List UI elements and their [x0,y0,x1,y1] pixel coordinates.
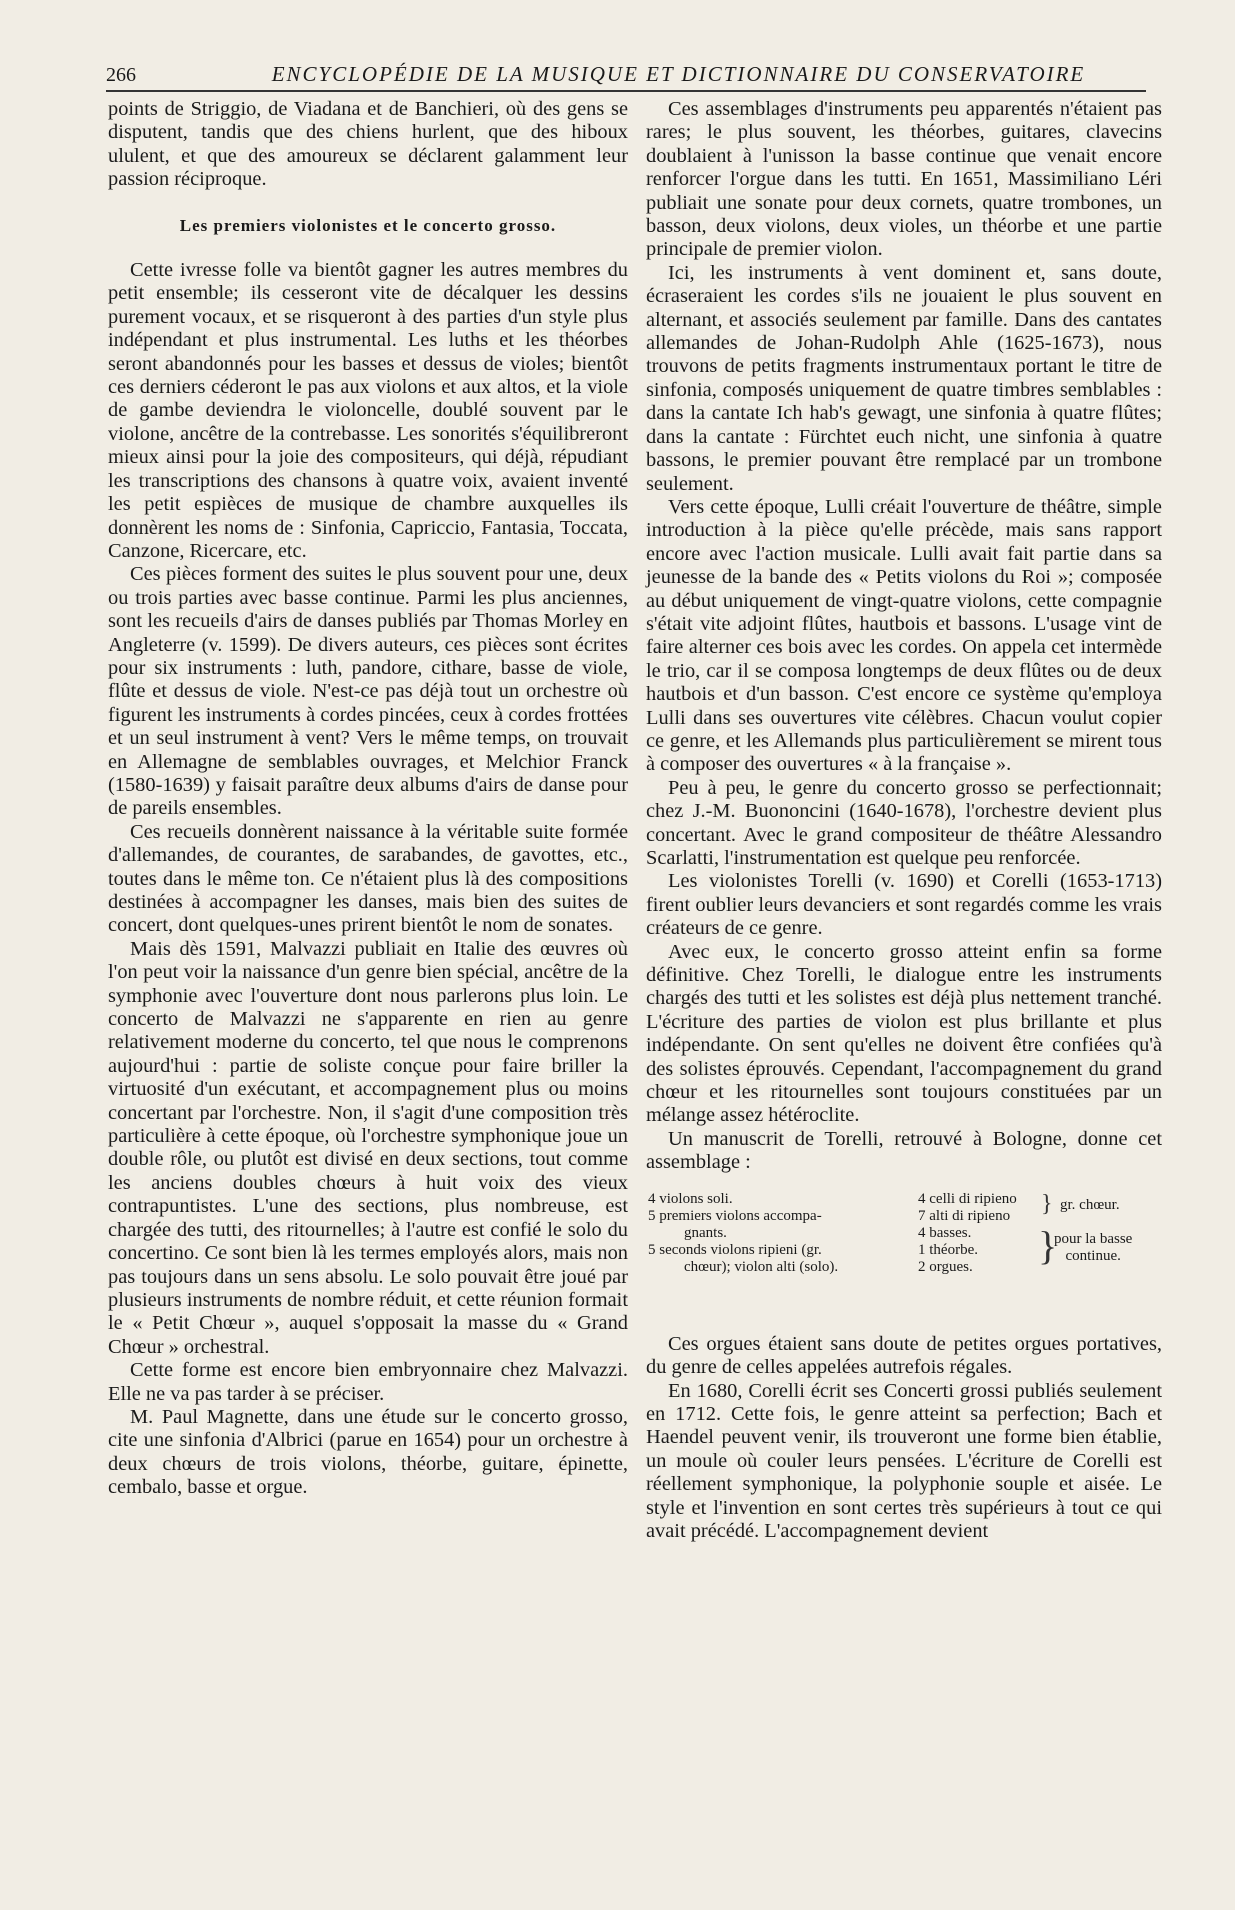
list-item: 4 violons soli. [648,1190,733,1207]
section-heading: Les premiers violonistes et le concerto grosso. [179,215,557,235]
paragraph: Cette ivresse folle va bientôt gagner les autres membres du petit ensemble; ils cesseront vite de décalquer les dessins purement vocaux, et se risqueront à des parties d'un style plus indépendant et plus instrumental. Les luths et les théorbes seront abandonnés pour les basses et dessus de violes; bientôt ces derniers céderont le pas aux violons et aux altos, et la viole de gambe deviendra le violoncelle, doublé souvent par le violone, ancêtre de la contrebasse. Les sonorités s'équilibreront mieux ainsi pour la joie des compositeurs, qui déjà, répudiant les transcriptions des chansons à quatre voix, avaient inventé les petit espièces de musique de chambre auxquelles ils donnèrent les noms de : Sinfonia, Capriccio, Fantasia, Toccata, Canzone, Ricercare, etc. [108,259,628,562]
paragraph: M. Paul Magnette, dans une étude sur le concerto grosso, cite une sinfonia d'Albrici (parue en 1654) pour un orchestre à deux chœurs de trois violons, théorbe, guitare, épinette, cembalo, basse et orgue. [108,1405,628,1499]
list-item: chœur); violon alti (solo). [684,1258,839,1275]
list-item: 2 orgues. [918,1258,973,1275]
list-group-line: pour la basse [1054,1230,1133,1247]
paragraph: Ces recueils donnèrent naissance à la véritable suite formée d'allemandes, de courantes, de sarabandes, de gavottes, etc., toutes dans le même ton. Ce n'étaient plus là des compositions destinées à accompagner les danses, mais bien des suites de concert, dont quelques-unes prirent bientôt le nom de sonates. [108,820,628,937]
paragraph: Avec eux, le concerto grosso atteint enfin sa forme définitive. Chez Torelli, le dialogue entre les instruments chargés des tutti et les solistes est déjà plus nettement tranché. L'écriture des parties de violon est plus brillante et plus indépendante. On sent qu'elles ne doivent être confiées qu'à des solistes éprouvés. Cependant, l'accompagnement du grand chœur et les ritournelles sont toujours constituées par un mélange assez hétéroclite. [646,940,1162,1127]
instrument-list-left [648,1191,876,1276]
paragraph: Vers cette époque, Lulli créait l'ouverture de théâtre, simple introduction à la pièce qu'elle précède, mais sans rapport encore avec l'action musicale. Lulli avait fait partie dans sa jeunesse de la bande des « Petits violons du Roi »; composée au début uniquement de vingt-quatre violons, cette compagnie s'était vite adjoint flûtes, hautbois et bassons. L'usage vint de faire alterner ces bois avec les cordes. On appela cet intermède le trio, car il se composa longtemps de deux flûtes ou de deux hautbois et d'un basson. C'est encore ce système qu'employa Lulli dans ses ouvertures vite célèbres. Chacun voulut copier ce genre, et les Allemands plus particulièrement se mirent tous à composer des ouvertures « à la française ». [646,495,1162,776]
paragraph: Ces pièces forment des suites le plus souvent pour une, deux ou trois parties avec basse continue. Parmi les plus anciennes, sont les recueils d'airs de danses publiés par Thomas Morley en Angleterre (v. 1599). De divers auteurs, ces pièces sont écrites pour six instruments : luth, pandore, cithare, basse de viole, flûte et dessus de viole. N'est-ce pas déjà tout un orchestre où figurent les instruments à cordes pincées, ceux à cordes frottées et un seul instrument à vent? Vers le même temps, on trouvait en Allemagne de semblables ouvrages, et Melchior Franck (1580-1639) y faisait paraître deux albums d'airs de danse pour de pareils ensembles. [108,563,628,820]
paragraph: En 1680, Corelli écrit ses Concerti grossi publiés seulement en 1712. Cette fois, le genre atteint sa perfection; Bach et Haendel peuvent venir, ils trouveront une forme bien établie, un moule où couler leurs pensées. L'écriture de Corelli est réellement symphonique, la polyphonie souple et aisée. Le style et l'invention en sont certes très supérieurs à tout ce qui avait précédé. L'accompagnement devient [646,1379,1162,1542]
list-item: 7 alti di ripieno [918,1207,1011,1224]
paragraph: Peu à peu, le genre du concerto grosso se perfectionnait; chez J.-M. Buononcini (1640-1678), l'orchestre devient plus concertant. Avec le grand compositeur de théâtre Alessandro Scarlatti, l'instrumentation est quelque peu renforcée. [646,776,1162,869]
list-item: gnants. [684,1224,727,1241]
paragraph: Un manuscrit de Torelli, retrouvé à Bologne, donne cet assemblage : [646,1127,1162,1174]
paragraph: points de Striggio, de Viadana et de Banchieri, où des gens se disputent, tandis que des chiens hurlent, que des hiboux ululent, et que des amoureux se déclarent galamment leur passion réciproque. [108,98,628,191]
paragraph: Mais dès 1591, Malvazzi publiait en Italie des œuvres où l'on peut voir la naissance d'un genre bien spécial, ancêtre de la symphonie avec l'ouverture dont nous parlerons plus loin. Le concerto de Malvazzi ne s'apparente en rien au genre relativement moderne du concerto, tel que nous le comprenons aujourd'hui : partie de soliste conçue pour faire briller la virtuosité d'un exécutant, et accompagnement plus ou moins concertant par l'orchestre. Non, il s'agit d'une composition très particulière à cette époque, où l'orchestre symphonique joue un double rôle, ou plutôt est divisé en deux sections, tout comme les anciens doubles chœurs à huit voix des vieux contrapuntistes. L'une des sections, plus nombreuse, est chargée des tutti, des ritournelles; à l'autre est confié le solo du concertino. Ce sont bien là les termes employés alors, mais non pas toujours dans un sens absolu. Le solo pouvait être joué par plusieurs instruments de nombre réduit, et cette réunion formait le « Petit Chœur », auquel s'opposait la masse du « Grand Chœur » orchestral. [108,937,628,1358]
brace-icon: } [1041,1190,1053,1217]
list-item: 5 premiers violons accompa- [648,1207,822,1224]
paragraph: Ces assemblages d'instruments peu apparentés n'étaient pas rares; le plus souvent, les théorbes, guitares, clavecins doublaient à l'unisson la basse continue que venait encore renforcer l'orgue dans les tutti. En 1651, Massimiliano Léri publiait une sonate pour deux cornets, quatre trombones, un basson, deux violons, deux violes, un théorbe et une partie principale de premier violon. [646,98,1162,261]
list-group-line: continue. [1065,1247,1121,1264]
list-item: 4 celli di ripieno [918,1190,1017,1207]
instrument-list [646,1191,1162,1311]
list-group-label [1054,1231,1132,1265]
paragraph: Les violonistes Torelli (v. 1690) et Corelli (1653-1713) firent oublier leurs devanciers et sont regardés comme les vrais créateurs de ce genre. [646,870,1162,940]
list-group-label: gr. chœur. [1060,1196,1120,1213]
instrument-list-right [918,1191,1048,1276]
paragraph: Ces orgues étaient sans doute de petites orgues portatives, du genre de celles appelées autrefois régales. [646,1332,1162,1379]
brace-icon: } [1038,1222,1058,1268]
right-column [646,98,1162,1543]
list-item: 1 théorbe. [918,1241,978,1258]
list-item: 4 basses. [918,1224,972,1241]
list-item: 5 seconds violons ripieni (gr. [648,1241,822,1258]
running-title: ENCYCLOPÉDIE DE LA MUSIQUE ET DICTIONNAIRE DU CONSERVATOIRE [271,62,1086,86]
paragraph: Cette forme est encore bien embryonnaire chez Malvazzi. Elle ne va pas tarder à se préciser. [108,1359,628,1405]
page-header [106,62,1146,92]
page-number: 266 [106,64,136,86]
left-column [108,98,628,1500]
paragraph: Ici, les instruments à vent dominent et, sans doute, écraseraient les cordes s'ils ne jouaient le plus souvent en alternant, et associés seulement par famille. Dans des cantates allemandes de Johan-Rudolph Ahle (1625-1673), nous trouvons de petits fragments instrumentaux portant le titre de sinfonia, composés uniquement de quatre timbres semblables : dans la cantate Ich hab's gewagt, une sinfonia à quatre flûtes; dans la cantate : Fürchtet euch nicht, une sinfonia à quatre bassons, le premier pouvant être remplacé par un trombone seulement. [646,261,1162,495]
